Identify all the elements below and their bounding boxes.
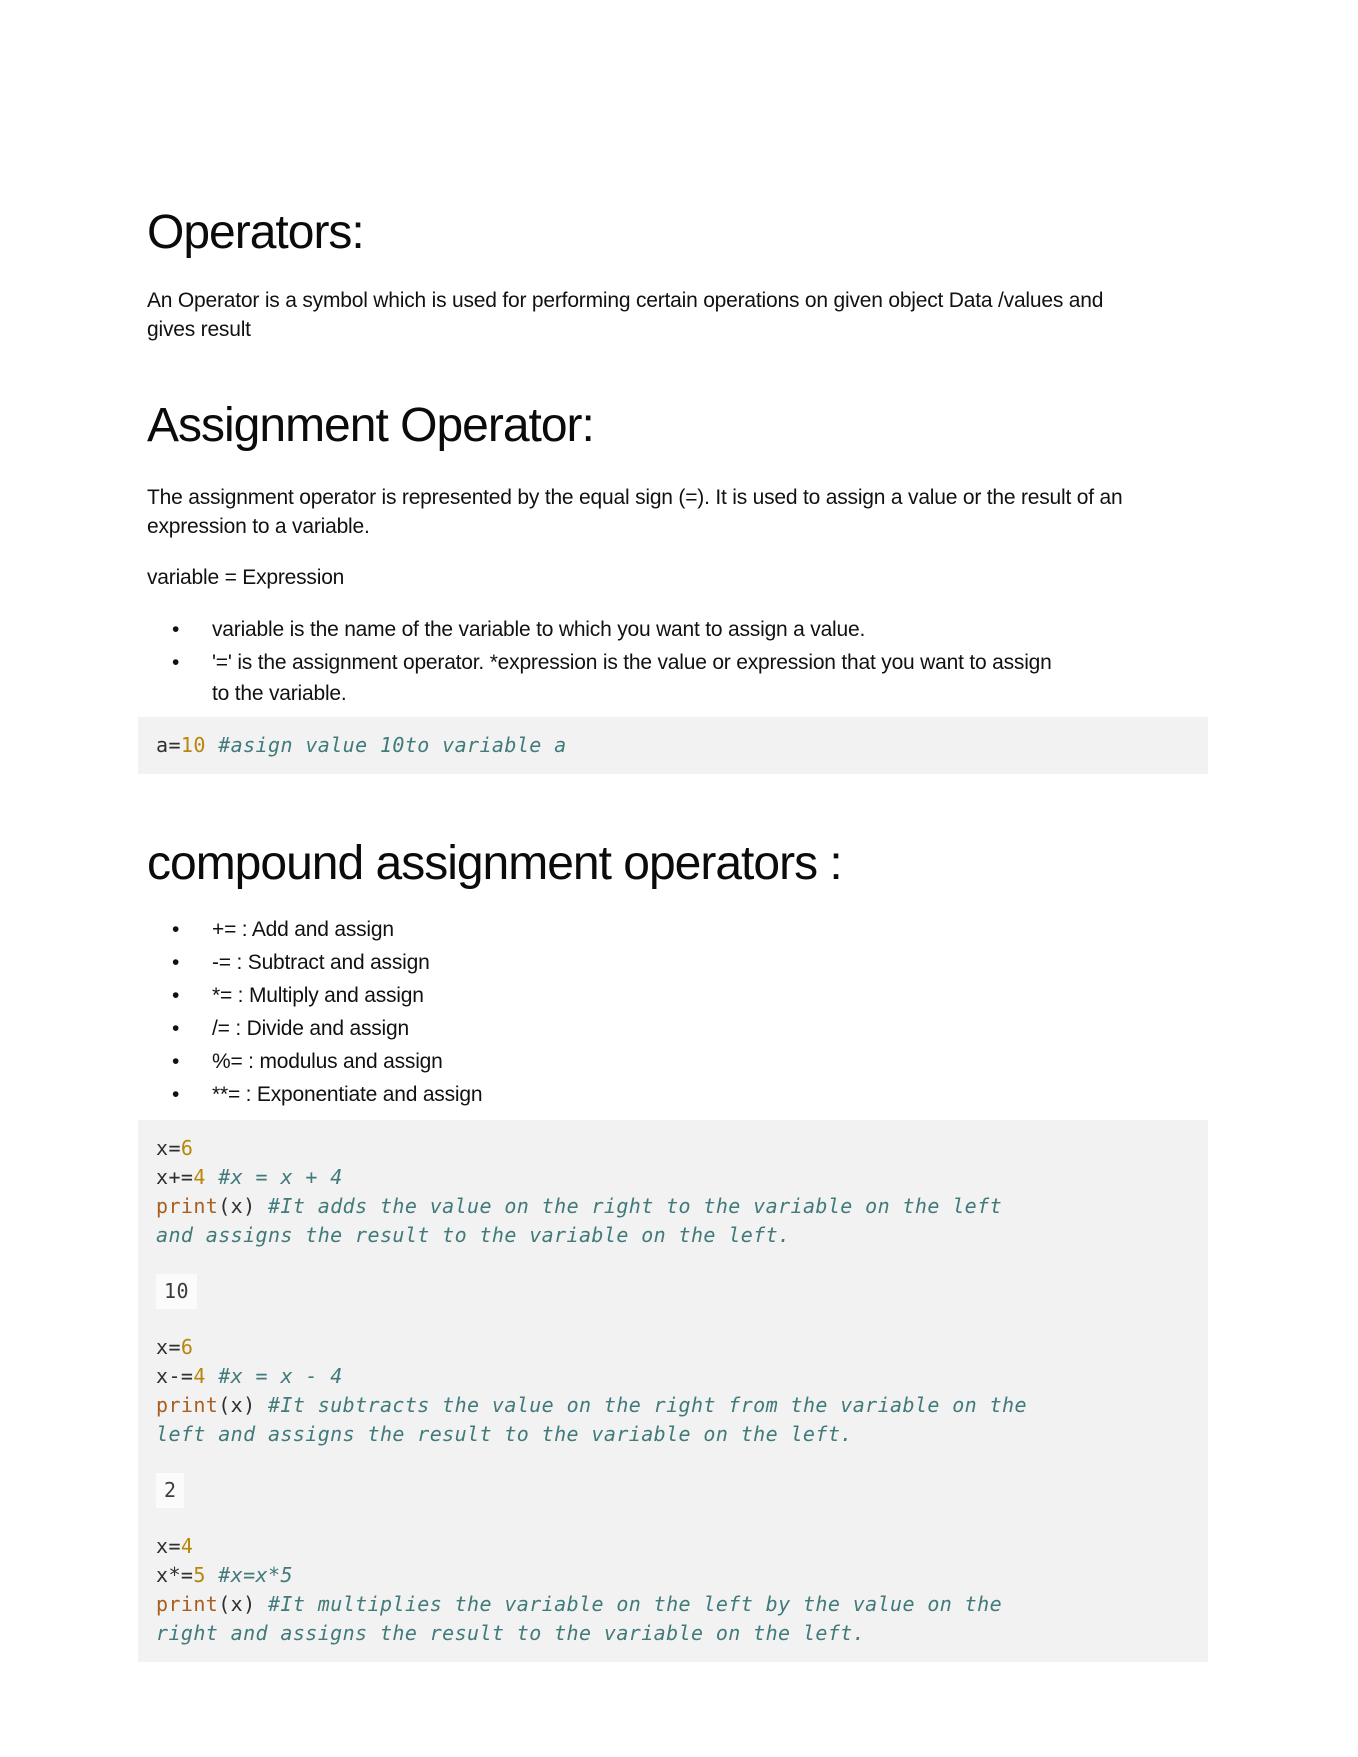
code-blank-line [156, 1250, 1190, 1262]
code-token: (x) [218, 1591, 268, 1616]
code-token: (x) [218, 1193, 268, 1218]
list-item-text: **= : Exponentiate and assign [212, 1082, 483, 1106]
list-item [147, 614, 1072, 645]
code-token: #x=x*5 [218, 1562, 293, 1587]
intro-paragraph: An Operator is a symbol which is used for performing certain operations on given object Data /values and gives result [147, 289, 1104, 342]
code-token: x+= [156, 1164, 194, 1189]
code-token: print [156, 1392, 219, 1417]
code-block-assignment [138, 717, 1208, 774]
code-token: 5 [193, 1562, 206, 1587]
code-token: right and assigns the result to the variable on the left. [156, 1620, 866, 1645]
code-token: #It adds the value on the right to the variable on the left [267, 1193, 1003, 1218]
code-line [156, 1391, 1190, 1420]
assignment-bullet-list [147, 614, 1358, 709]
code-token: #It subtracts the value on the right from the variable on the [267, 1392, 1027, 1417]
code-line [156, 1192, 1190, 1221]
code-token: 4 [193, 1363, 206, 1388]
compound-bullet-list [147, 914, 1358, 1110]
code-token: print [156, 1591, 219, 1616]
code-output-line [156, 1274, 1190, 1309]
code-token: #x = x - 4 [218, 1363, 343, 1388]
code-token [206, 1364, 218, 1388]
code-block-compound [138, 1120, 1208, 1662]
code-blank-line [156, 1449, 1190, 1461]
code-line [156, 1333, 1190, 1362]
code-line [156, 1590, 1190, 1619]
code-output-value: 2 [156, 1473, 184, 1508]
assignment-description: The assignment operator is represented by the equal sign (=). It is used to assign a value or the result of an expression to a variable. [147, 486, 1123, 539]
list-item [147, 1046, 1072, 1077]
list-item-text: '=' is the assignment operator. *expression is the value or expression that you want to assign to the variable. [212, 651, 1052, 706]
code-token: 6 [180, 1334, 194, 1359]
code-output-value: 10 [156, 1274, 197, 1309]
code-token [206, 1165, 218, 1189]
code-token: 6 [180, 1135, 194, 1160]
list-item-text: /= : Divide and assign [212, 1016, 409, 1040]
list-item [147, 980, 1072, 1011]
code-token: #asign value 10to variable a [218, 733, 567, 758]
list-item-text: *= : Multiply and assign [212, 983, 424, 1007]
list-item-text: += : Add and assign [212, 917, 394, 941]
list-item [147, 647, 1072, 709]
code-blank-line [156, 1321, 1190, 1333]
code-token: (x) [218, 1392, 268, 1417]
code-token: x= [156, 1334, 181, 1359]
code-token [206, 733, 218, 757]
page-title: Operators: [147, 206, 364, 259]
code-token: left and assigns the result to the variable on the left. [156, 1421, 853, 1446]
code-token: 4 [193, 1164, 206, 1189]
code-token [206, 1563, 218, 1587]
list-item [147, 914, 1072, 945]
code-line [156, 1221, 1190, 1250]
list-item-text: variable is the name of the variable to which you want to assign a value. [212, 618, 866, 642]
list-item-text: -= : Subtract and assign [212, 950, 430, 974]
code-token: #It multiplies the variable on the left by the value on the [267, 1591, 1003, 1616]
code-token: x= [156, 1533, 181, 1558]
list-item-text: %= : modulus and assign [212, 1049, 443, 1073]
code-line [156, 1532, 1190, 1561]
list-item [147, 1079, 1072, 1110]
code-token: x-= [156, 1363, 194, 1388]
code-token: #x = x + 4 [218, 1164, 343, 1189]
compound-operators-heading: compound assignment operators : [147, 837, 842, 891]
code-line [156, 1362, 1190, 1391]
code-line [156, 1561, 1190, 1590]
assignment-operator-heading: Assignment Operator: [147, 399, 594, 453]
code-token: x= [156, 1135, 181, 1160]
code-token: and assigns the result to the variable on the left. [156, 1222, 791, 1247]
code-line [156, 1420, 1190, 1449]
list-item [147, 1013, 1072, 1044]
code-line [156, 731, 1190, 760]
code-blank-line [156, 1520, 1190, 1532]
code-token: 4 [180, 1533, 194, 1558]
code-token: x*= [156, 1562, 194, 1587]
code-line [156, 1134, 1190, 1163]
code-line [156, 1163, 1190, 1192]
list-item [147, 947, 1072, 978]
code-token: 10 [180, 733, 206, 758]
code-output-line [156, 1473, 1190, 1508]
code-token: print [156, 1193, 219, 1218]
code-token: a= [156, 733, 181, 758]
assignment-syntax: variable = Expression [147, 566, 345, 590]
code-line [156, 1619, 1190, 1648]
